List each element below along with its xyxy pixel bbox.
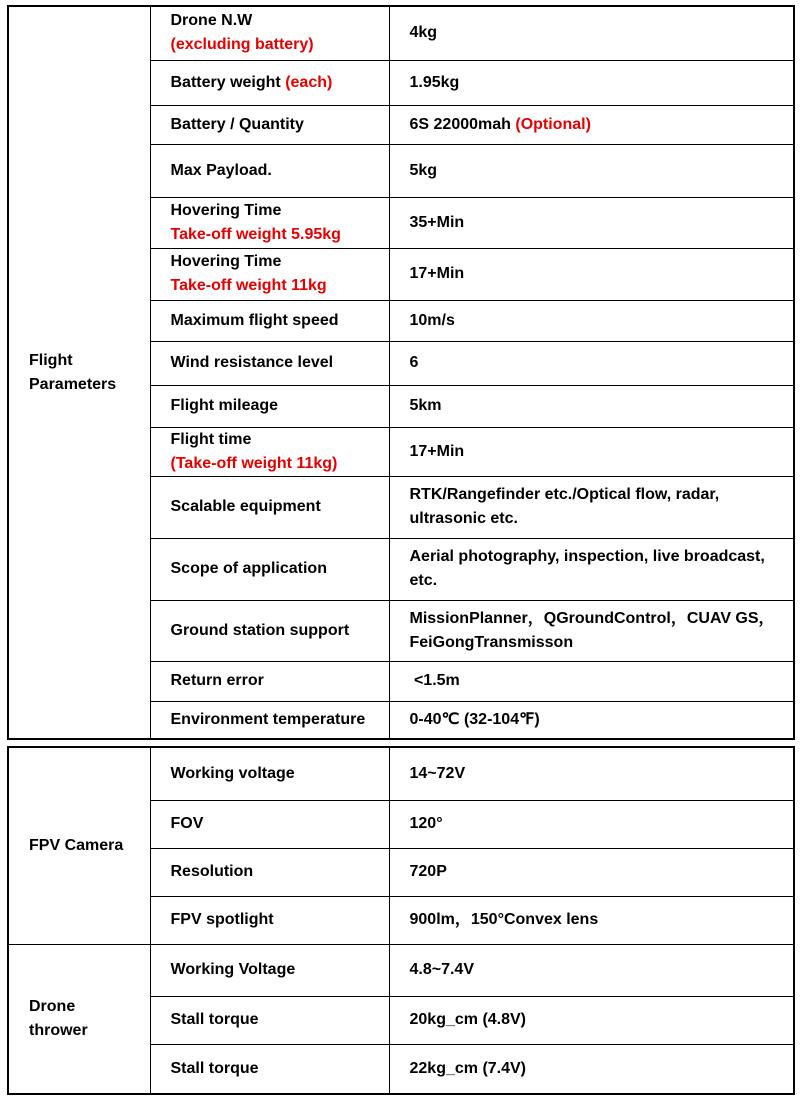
- row-value: Aerial photography, inspection, live broadcast, etc.: [389, 538, 794, 600]
- row-label: Wind resistance level: [150, 341, 389, 385]
- row-label: Maximum flight speed: [150, 300, 389, 341]
- row-value: 120°: [389, 800, 794, 848]
- row-value: <1.5m: [389, 661, 794, 701]
- row-value: 20kg_cm (4.8V): [389, 996, 794, 1044]
- row-label: Hovering Time Take-off weight 11kg: [150, 248, 389, 300]
- row-label: Scalable equipment: [150, 476, 389, 538]
- row-value: 1.95kg: [389, 60, 794, 105]
- row-label: FOV: [150, 800, 389, 848]
- row-value: RTK/Rangefinder etc./Optical flow, radar, ultrasonic etc.: [389, 476, 794, 538]
- row-label: Resolution: [150, 848, 389, 896]
- row-label: Stall torque: [150, 1044, 389, 1094]
- row-label: Flight time (Take-off weight 11kg): [150, 427, 389, 476]
- row-label: Battery weight (each): [150, 60, 389, 105]
- row-value: 6: [389, 341, 794, 385]
- group-label-flight: Flight Parameters: [8, 6, 150, 739]
- row-label: Working Voltage: [150, 944, 389, 996]
- row-value: 10m/s: [389, 300, 794, 341]
- group-label-drone-thrower: Drone thrower: [8, 944, 150, 1094]
- row-value: 720P: [389, 848, 794, 896]
- row-value: 5kg: [389, 144, 794, 197]
- row-value: 6S 22000mah (Optional): [389, 105, 794, 144]
- fpv-thrower-table: [7, 746, 795, 1095]
- row-label: Ground station support: [150, 600, 389, 661]
- row-label: Hovering Time Take-off weight 5.95kg: [150, 197, 389, 248]
- row-label: Stall torque: [150, 996, 389, 1044]
- row-label: Environment temperature: [150, 701, 389, 739]
- row-value: 900lm，150°Convex lens: [389, 896, 794, 944]
- row-value: 0-40℃ (32-104℉): [389, 701, 794, 739]
- group-label-fpv-camera: FPV Camera: [8, 747, 150, 944]
- row-label: FPV spotlight: [150, 896, 389, 944]
- row-label: Max Payload.: [150, 144, 389, 197]
- row-label: Return error: [150, 661, 389, 701]
- row-value: 35+Min: [389, 197, 794, 248]
- row-value: 17+Min: [389, 248, 794, 300]
- row-label: Battery / Quantity: [150, 105, 389, 144]
- row-value: 4kg: [389, 6, 794, 60]
- row-label: Drone N.W (excluding battery): [150, 6, 389, 60]
- row-value: MissionPlanner，QGroundControl，CUAV GS，FeiGongTransmisson: [389, 600, 794, 661]
- row-value: 4.8~7.4V: [389, 944, 794, 996]
- row-value: 5km: [389, 385, 794, 427]
- row-label: Working voltage: [150, 747, 389, 800]
- row-label: Scope of application: [150, 538, 389, 600]
- row-value: 22kg_cm (7.4V): [389, 1044, 794, 1094]
- row-label: Flight mileage: [150, 385, 389, 427]
- row-value: 17+Min: [389, 427, 794, 476]
- flight-parameters-table: [7, 5, 795, 740]
- row-value: 14~72V: [389, 747, 794, 800]
